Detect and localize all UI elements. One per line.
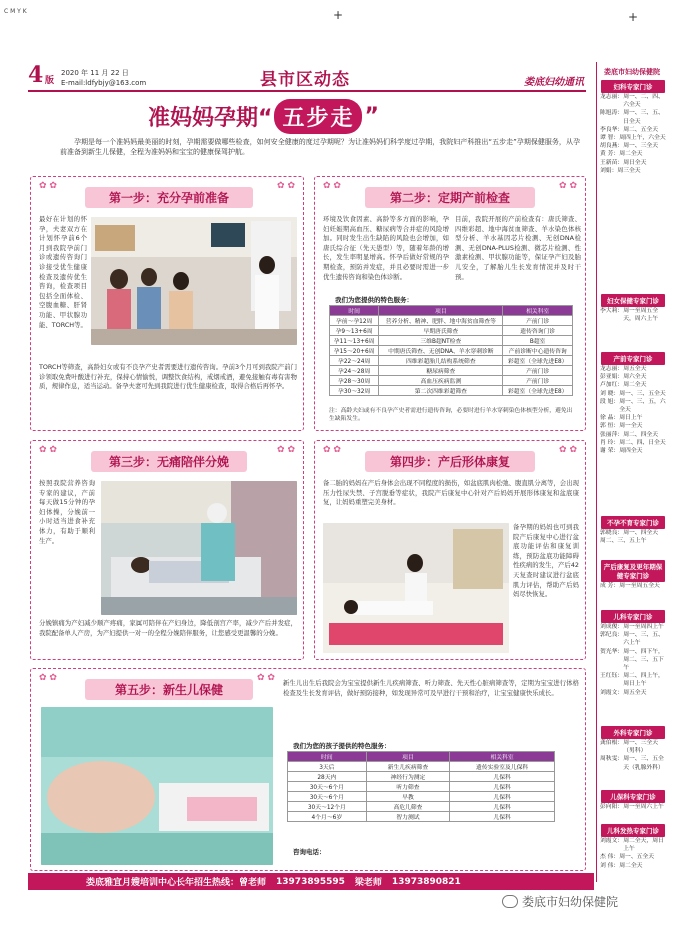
list-item — [600, 93, 666, 109]
registration-mark-top: + — [333, 8, 344, 22]
doctor-name: 卢加红： — [600, 382, 624, 389]
table-row — [288, 792, 555, 802]
flower-icon: ✿ ✿ — [323, 181, 341, 191]
step3-section — [30, 440, 304, 660]
doctor-name: 刘霞文： — [600, 838, 624, 844]
table-cell: 高危儿筛查 — [366, 802, 450, 812]
table-row — [288, 772, 555, 782]
flower-icon: ✿ ✿ — [277, 181, 295, 191]
clinic-hours: 周二全天，周日上午 — [623, 838, 664, 853]
delivery-illustration — [101, 481, 297, 615]
doctor-name: 黄 芳： — [600, 151, 620, 158]
doctor-name: 龙志丽： — [600, 94, 624, 100]
sidebar-group-list — [600, 365, 666, 455]
list-item — [600, 134, 666, 142]
sidebar-group-list — [600, 582, 666, 590]
sidebar-group-list — [600, 623, 666, 697]
step2-section — [314, 176, 586, 431]
table-cell: 四维彩超胎儿结构系统筛查 — [379, 356, 503, 366]
sidebar-group-list — [600, 529, 666, 545]
list-item — [600, 739, 666, 755]
step1-section — [30, 176, 304, 431]
flower-icon: ✿ ✿ — [39, 445, 57, 455]
list-item — [600, 862, 666, 870]
step4-text-top: 备二胎的妈妈在产后身体会出现不同程度的损伤，如盆底肌肉松弛、腹直肌分离等，会出现压力性尿失禁、子宫脱垂等症状，我院产后康复中心针对产后妈妈开展形体康复和盆底康复，让妈妈重塑完美身材。 — [323, 479, 579, 507]
crop-mark: C M Y K — [4, 8, 27, 15]
newborn-services-table — [287, 751, 555, 822]
doctor-name: 陈旭涛： — [600, 110, 624, 117]
wechat-icon — [502, 895, 518, 908]
intro-paragraph: 孕期是每一个准妈妈最美丽的时刻，孕期需要做哪些检查，如何安全健康的度过孕期呢？为让准妈妈们科学度过孕期，我院妇产科推出“五步走”孕期保健服务，从孕前准备到新生儿保健，全程为准妈妈和宝宝的健康保驾护航。 — [60, 138, 580, 156]
list-item — [600, 447, 666, 455]
clinic-hours: 周二、四上午，周日上午 — [623, 673, 664, 688]
doctor-name: 郭晓良： — [600, 530, 624, 536]
banner-phone-1: 13973895595 — [276, 876, 345, 887]
table-cell: 3天后 — [288, 762, 367, 772]
table-cell: 产前诊断中心遗传咨询 — [503, 346, 573, 356]
clinic-hours: 周二、四、日全天 — [619, 439, 666, 446]
table-cell: 营养分析、精神、肥胖、地中海贫血筛查等 — [379, 316, 503, 326]
doctor-name: 王新苗： — [600, 159, 624, 166]
paper-name: 娄底妇幼通讯 — [524, 77, 584, 88]
table-header: 相关科室 — [450, 752, 555, 762]
doctor-name: 刘 晓： — [600, 390, 620, 397]
doctor-name: 王红钰： — [600, 673, 624, 680]
table-cell: 孕22～24周 — [330, 356, 379, 366]
list-item — [600, 689, 666, 697]
list-item — [600, 142, 666, 150]
clinic-hours: 周二全天 — [619, 862, 643, 869]
list-item — [600, 422, 666, 430]
table-cell: 产前门诊 — [503, 366, 573, 376]
list-item — [600, 365, 666, 373]
banner-text: 娄底雅宜月嫂培训中心长年招生热线：曾老师 — [86, 878, 267, 888]
clinic-hours: 周一、四全天 — [623, 530, 658, 536]
clinic-hours: 周一至周六上午 — [623, 804, 664, 810]
clinic-hours: 周五全天 — [623, 366, 647, 372]
table-cell: 孕15～20+6周 — [330, 346, 379, 356]
delivery-room-photo — [101, 481, 297, 615]
step2-title: 第二步：定期产前检查 — [365, 187, 535, 208]
banner-teacher-2: 梁老师 — [354, 878, 382, 888]
doctor-name: 谭 智： — [600, 135, 620, 142]
flower-icon: ✿ ✿ — [39, 181, 57, 191]
table-cell: 产前门诊 — [503, 316, 573, 326]
clinic-hours: 周二、五全天 — [623, 126, 658, 133]
table-cell: 早教 — [366, 792, 450, 802]
table-row — [330, 386, 573, 396]
sidebar-group-list — [600, 307, 666, 323]
clinic-hours: 周日上午 — [619, 415, 643, 422]
clinic-hours: 周一至周五全天，周六上午 — [623, 308, 658, 323]
watermark-text: 娄底市妇幼保健院 — [522, 895, 619, 909]
clinic-hours: 周四全天 — [619, 448, 643, 455]
list-item — [600, 755, 666, 771]
table-row — [330, 346, 573, 356]
doctor-name: 张丽萍： — [600, 431, 624, 438]
issue-date: 2020 年 11 月 22 日 — [61, 69, 129, 77]
recruitment-banner — [28, 873, 594, 890]
doctor-name: 徐 晶： — [600, 415, 620, 422]
step3-title: 第三步：无痛陪伴分娩 — [91, 451, 247, 472]
clinic-hours: 周五全天 — [623, 689, 647, 696]
list-item — [600, 672, 666, 688]
step3-text-left: 按照我院营养咨询专家的建议，产前每天做15分钟的孕妇体操，分娩前一小时适当进食补充体力，有助于顺利生产。 — [39, 479, 95, 545]
consult-phone-label: 咨询电话： — [293, 848, 326, 856]
table-row — [330, 366, 573, 376]
list-item — [600, 631, 666, 647]
table-cell: 儿保科 — [450, 772, 555, 782]
table-cell: 4个月～6岁 — [288, 812, 367, 822]
expert-clinic-sidebar — [596, 62, 666, 882]
table-cell: 彩超室（全球先进E8） — [503, 386, 573, 396]
prenatal-clinic-photo — [91, 217, 297, 345]
list-item — [600, 398, 666, 414]
list-item — [600, 167, 666, 175]
contact-email: E-mail:ldfybjy@163.com — [61, 79, 147, 87]
step4-text-right: 备孕期的妈妈也可到我院产后康复中心进行盆底功能评估和康复训练，预防盆底功能障碍性疾病的发生，产后42天复查时建议进行盆底肌力评估，帮助产后妈妈尽快恢复。 — [513, 523, 579, 599]
table-cell: 儿保科 — [450, 802, 555, 812]
table-cell: 听力筛查 — [366, 782, 450, 792]
flower-icon: ✿ ✿ — [257, 673, 275, 683]
list-item — [600, 373, 666, 381]
doctor-name: 胡良燕： — [600, 143, 624, 150]
table-row — [330, 336, 573, 346]
table-cell: 孕9～13+6周 — [330, 326, 379, 336]
list-item — [600, 837, 666, 853]
step2-table-caption: 我们为您提供的特色服务： — [335, 296, 413, 304]
table-cell: 30天～6个月 — [288, 792, 367, 802]
clinic-hours: 周三全天 — [617, 167, 641, 174]
clinic-hours: 周一、三全天（男科） — [623, 740, 658, 755]
sidebar-group-title: 儿科发热专家门诊 — [601, 824, 665, 837]
step5-title: 第五步：新生儿保健 — [85, 679, 253, 700]
clinic-hours: 周二、三、五上午 — [600, 538, 647, 545]
doctor-name: 彭向阳： — [600, 804, 624, 810]
doctor-name: 成 芳： — [600, 583, 620, 589]
table-cell: B超室 — [503, 336, 573, 346]
table-cell: 遗传咨询门诊 — [503, 326, 573, 336]
table-cell: 儿保科 — [450, 812, 555, 822]
step1-text-bottom: TORCH等筛查，高龄妇女或有不良孕产史者需要进行遗传咨询。孕前3个月可到我院产前门诊领取免费叶酸进行补充，保持心情愉悦，调整饮食结构，戒烟戒酒，避免接触有毒有害物质，规律作息，适当运动。备孕夫妻可先到我院进行优生健康检查，取得合格后再怀孕。 — [39, 363, 297, 391]
clinic-hours: 周日全天 — [623, 159, 647, 166]
doctor-name: 郭纪良： — [600, 632, 624, 639]
table-cell: 新生儿疾病筛查 — [366, 762, 450, 772]
clinic-hours: 周一全天 — [619, 423, 643, 430]
clinic-illustration — [91, 217, 297, 345]
table-row — [288, 762, 555, 772]
flower-icon: ✿ ✿ — [559, 181, 577, 191]
doctor-name: 刘 伟： — [600, 862, 620, 869]
registration-mark-right: + — [628, 10, 639, 24]
clinic-hours: 周一、三、五，六全天 — [619, 398, 666, 414]
clinic-hours: 周一、二、四、六全天 — [623, 94, 664, 109]
clinic-hours: 周二全天 — [619, 151, 643, 158]
table-cell: 孕30～32周 — [330, 386, 379, 396]
list-item — [600, 159, 666, 167]
flower-icon: ✿ ✿ — [323, 445, 341, 455]
step1-text-left: 最好在计划的怀孕，夫妻双方在计划怀孕前6个月到我院孕前门诊或遗传咨询门诊接受优生健康检查及遗传优生咨询，检查项目包括全面体检、空腹血糖、肝肾功能、甲状腺功能、TORCH等。 — [39, 215, 87, 329]
doctor-name: 贺光华： — [600, 648, 624, 655]
list-item — [600, 803, 666, 811]
table-header: 时间 — [288, 752, 367, 762]
table-row — [288, 812, 555, 822]
clinic-hours: 周一、三、五全天（乳腺外科） — [623, 756, 664, 771]
list-item — [600, 150, 666, 158]
step1-title: 第一步：充分孕前准备 — [85, 187, 253, 208]
masthead — [28, 62, 586, 92]
table-row — [330, 376, 573, 386]
table-header: 相关科室 — [503, 306, 573, 316]
clinic-hours: 周二全天 — [623, 382, 647, 389]
step4-section — [314, 440, 586, 660]
page-number: 4 — [28, 62, 44, 88]
doctor-name: 谢 荣： — [600, 448, 620, 455]
postpartum-rehab-photo — [323, 523, 509, 653]
list-item — [600, 582, 666, 590]
list-item — [600, 648, 666, 673]
table-cell: 孕28～30周 — [330, 376, 379, 386]
table-cell: 第二次四维彩超筛查 — [379, 386, 503, 396]
doctor-name: 周秋雯： — [600, 756, 624, 763]
banner-phone-2: 13973890821 — [391, 876, 461, 887]
clinic-hours: 周一、三、五、六上午 — [623, 632, 664, 647]
doctor-name: 刘成俊： — [600, 624, 624, 630]
sidebar-group-list — [600, 803, 666, 811]
doctor-name: 彭亚娟： — [600, 374, 624, 381]
sidebar-group-title: 产前专家门诊 — [601, 352, 665, 365]
sidebar-group-title: 儿保科专家门诊 — [601, 790, 665, 803]
rehab-illustration — [323, 523, 509, 653]
clinic-hours: 周一、三全天 — [623, 143, 658, 150]
list-item — [600, 414, 666, 422]
list-item — [600, 853, 666, 861]
table-cell: 孕前～孕12周 — [330, 316, 379, 326]
table-cell: 28天内 — [288, 772, 367, 782]
section-title: 县市区动态 — [260, 70, 350, 90]
doctor-name: 龙志丽： — [600, 366, 624, 372]
clinic-hours: 周一至周四上午 — [623, 624, 664, 630]
list-item — [600, 381, 666, 389]
list-item — [600, 307, 666, 323]
sidebar-group-title: 不孕不育专家门诊 — [601, 516, 665, 529]
list-item — [600, 126, 666, 134]
table-cell: 30天～12个月 — [288, 802, 367, 812]
table-cell: 神经行为测定 — [366, 772, 450, 782]
table-row — [330, 316, 573, 326]
step2-table-note: 注：高龄夫妇或有不良孕产史者需进行遗传咨询，必要时进行羊水穿刺染色体核型分析，避免出生缺陷发生。 — [329, 408, 573, 422]
table-cell: 孕11～13+6周 — [330, 336, 379, 346]
clinic-hours: 周一至周五全天 — [619, 583, 660, 589]
flower-icon: ✿ ✿ — [559, 445, 577, 455]
page-suffix: 版 — [45, 76, 55, 86]
list-item — [600, 537, 666, 545]
sidebar-group-title: 妇女保健专家门诊 — [601, 294, 665, 307]
table-header: 项目 — [366, 752, 450, 762]
clinic-hours: 周一、三、五、日全天 — [623, 110, 664, 125]
table-cell: 三维B超NT检查 — [379, 336, 503, 346]
table-cell: 糖尿病筛查 — [379, 366, 503, 376]
table-cell: 早期唐氏筛查 — [379, 326, 503, 336]
step5-section — [30, 668, 586, 871]
table-row — [330, 326, 573, 336]
list-item — [600, 439, 666, 447]
doctor-name: 郭 恒： — [600, 423, 620, 430]
table-cell: 儿保科 — [450, 782, 555, 792]
table-header: 项目 — [379, 306, 503, 316]
clinic-hours: 周六全天 — [623, 374, 647, 381]
list-item — [600, 529, 666, 537]
table-cell: 孕24～28周 — [330, 366, 379, 376]
clinic-hours: 周四上午，六全天 — [619, 135, 666, 142]
table-cell: 中期唐氏筛查、无创DNA、羊水穿刺诊断 — [379, 346, 503, 356]
table-header: 时间 — [330, 306, 379, 316]
newborn-illustration — [41, 707, 273, 865]
table-row — [330, 356, 573, 366]
step5-table-caption: 我们为您的孩子提供的特色服务： — [293, 742, 391, 750]
sidebar-group-title: 产后康复及更年期保健专家门诊 — [601, 560, 665, 582]
headline-emphasis: 五步走 — [274, 99, 362, 134]
doctor-name: 龚伯根： — [600, 740, 624, 746]
table-cell: 30天～6个月 — [288, 782, 367, 792]
newborn-care-photo — [41, 707, 273, 865]
table-row — [288, 782, 555, 792]
page-headline — [148, 98, 379, 134]
step2-text-left: 环境及饮食因素、高龄等多方面的影响，孕妇妊娠期高血压、糖尿病等合并症的风险增加。同时发生出生缺陷的风险也会增加，如唐氏综合征（先天愚型）等，随着年龄的增长，发生率明显增高。怀孕后做好常规的孕期检查，预防并发症，并且必要时需进一步优生遗传咨询和染色体诊断。 — [323, 215, 449, 281]
doctor-name: 李大莉： — [600, 308, 624, 314]
sidebar-org-name: 娄底市妇幼保健院 — [604, 68, 660, 76]
clinic-hours: 周一、五全天 — [619, 854, 655, 861]
step5-text: 新生儿出生后我院会为宝宝提供新生儿疾病筛查、听力筛查、先天性心脏病筛查等，定期为宝宝进行体格检查及生长发育评估，做好预防接种，如发现异常可及早进行干预和治疗，让宝宝健康快乐成长。 — [283, 679, 579, 697]
step3-text-bottom: 分娩镇痛为产妇减少顺产疼痛，家属可陪伴在产妇身边，降低剖宫产率，减少产后并发症，我院配备单人产房，为产妇提供一对一的全程分娩陪伴服务，让您感受更温馨的分娩。 — [39, 619, 297, 637]
table-row — [288, 802, 555, 812]
doctor-name: 肖 玲： — [600, 439, 620, 446]
table-cell: 彩超室（全球先进E8） — [503, 356, 573, 366]
wechat-watermark — [502, 893, 618, 910]
sidebar-group-title: 外科专家门诊 — [601, 726, 665, 739]
prenatal-services-table — [329, 305, 573, 396]
table-cell: 遗传实验室及儿保科 — [450, 762, 555, 772]
clinic-hours: 周二、四全天 — [623, 431, 658, 438]
table-cell: 儿保科 — [450, 792, 555, 802]
sidebar-group-title: 儿科专家门诊 — [601, 610, 665, 623]
step2-text-right: 目前，我院开展的产前检查有：唐氏筛查、四维彩超、地中海贫血筛查、羊水染色体核型分析、羊水基因芯片检测、无创DNA检测、无创DNA-PLUS检测、微芯片检测、性激素检测、甲状腺功能等，保证孕产妇及胎儿安全，了解胎儿生长发育情况并及时干预。 — [455, 215, 581, 281]
doctor-name: 段 旭： — [600, 398, 620, 405]
list-item — [600, 390, 666, 398]
table-cell: 产前门诊 — [503, 376, 573, 386]
headline-prefix: 准妈妈孕期“ — [148, 105, 273, 131]
flower-icon: ✿ ✿ — [277, 445, 295, 455]
list-item — [600, 623, 666, 631]
step4-title: 第四步：产后形体康复 — [365, 451, 535, 472]
flower-icon: ✿ ✿ — [39, 673, 57, 683]
list-item — [600, 431, 666, 439]
table-cell: 智力测试 — [366, 812, 450, 822]
sidebar-group-list — [600, 93, 666, 175]
sidebar-group-title: 妇科专家门诊 — [601, 80, 665, 93]
clinic-hours: 周一、三、五全天 — [619, 390, 666, 397]
doctor-name: 刘娟： — [600, 167, 618, 174]
headline-suffix: ” — [364, 103, 379, 129]
sidebar-group-list — [600, 739, 666, 772]
table-cell: 高血压疾病监测 — [379, 376, 503, 386]
doctor-name: 杰 伟： — [600, 854, 620, 861]
clinic-hours: 周一、四下午，周二、三、五下午 — [623, 648, 664, 672]
sidebar-group-list — [600, 837, 666, 870]
list-item — [600, 109, 666, 125]
doctor-name: 李良华： — [600, 126, 624, 133]
doctor-name: 刘霞文： — [600, 689, 624, 696]
